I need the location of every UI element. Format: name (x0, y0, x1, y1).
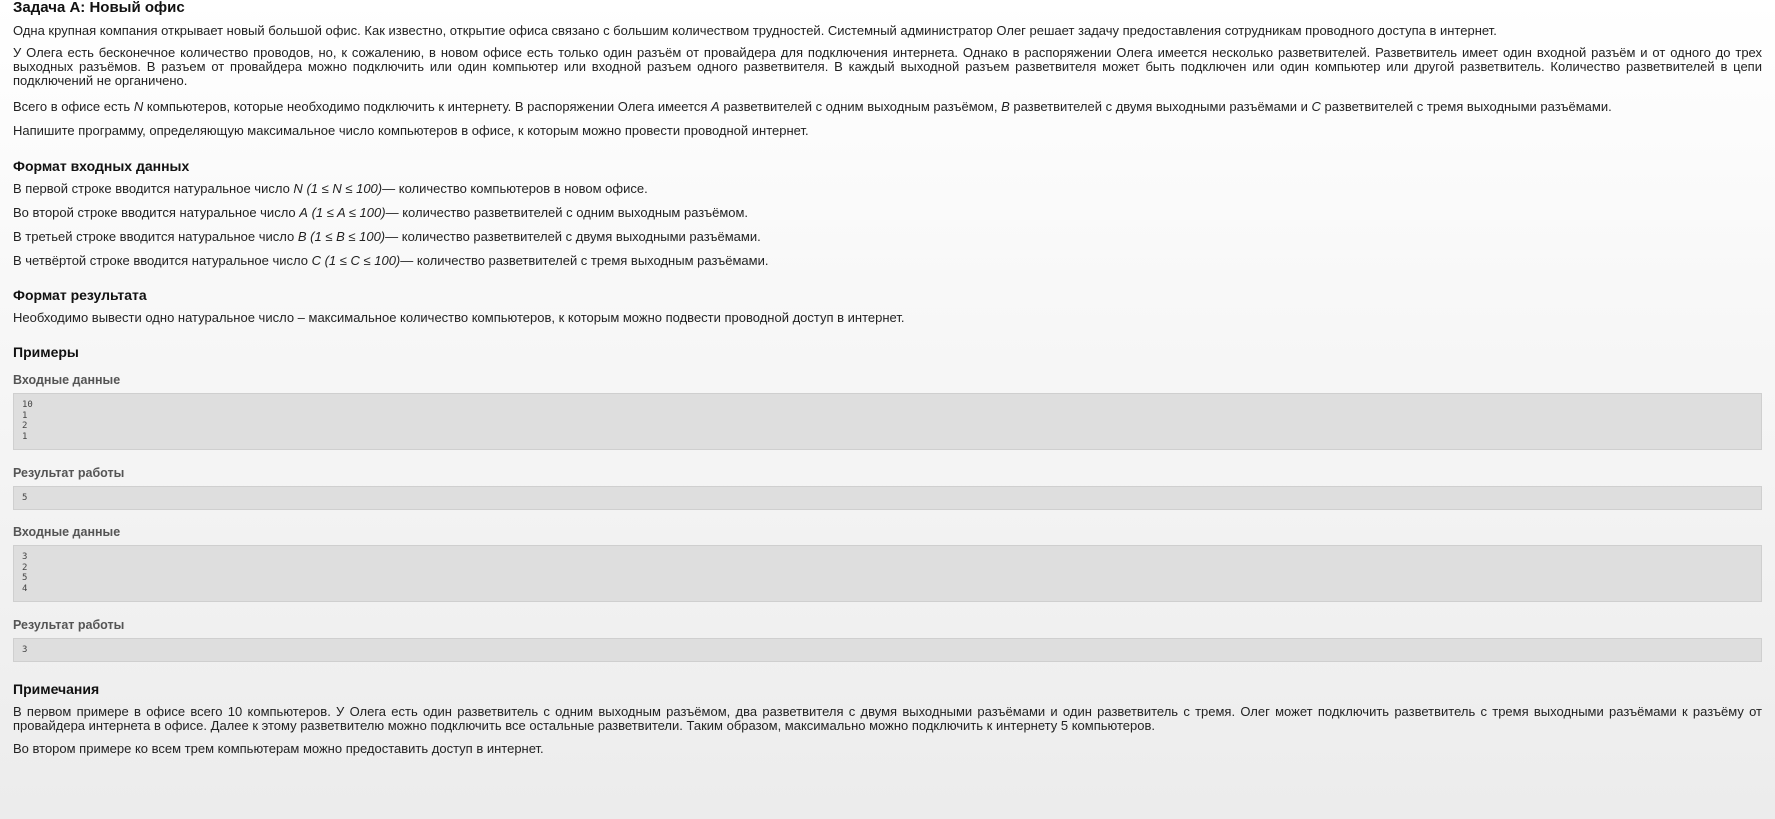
constraint: (1 ≤ B ≤ 100) (310, 229, 386, 244)
input-format-heading: Формат входных данных (13, 158, 190, 174)
output-format-heading: Формат результата (13, 287, 147, 303)
text: разветвителей с одним выходным разъёмом, (719, 99, 1002, 114)
var-c: C (1311, 99, 1321, 114)
text: разветвителей с двумя выходными разъёмами и (1009, 99, 1312, 114)
statement-paragraph-3 (13, 100, 1762, 114)
var: B (297, 229, 307, 244)
example-1-output: 5 (13, 486, 1762, 510)
notes-paragraph-1: В первом примере в офисе всего 10 компьютеров. У Олега есть один разветвитель с одним выходным разъёмом, два разветвителя с двумя выходными разъёмами и один разветвитель с тремя. Олег может подключить разветвитель с тремя выходными разъёмами к разъёму от провайдера интернета в офисе. Далее к этому разветвителю можно подключить все остальные разветвители. Таким образом, максимально можно подключить к интернету 5 компьютеров. (13, 704, 1762, 733)
text: — количество разветвителей с одним выходным разъёмом. (385, 205, 749, 220)
text: — количество разветвителей с двумя выходными разъёмами. (385, 229, 761, 244)
text: — количество компьютеров в новом офисе. (382, 181, 648, 196)
statement-paragraph-4: Напишите программу, определяющую максимальное число компьютеров в офисе, к которым можно провести проводной интернет. (13, 123, 809, 138)
var-b: B (1001, 99, 1010, 114)
constraint: (1 ≤ C ≤ 100) (324, 253, 401, 268)
example-2-input: 3 2 5 4 (13, 545, 1762, 602)
statement-paragraph-2: У Олега есть бесконечное количество проводов, но, к сожалению, в новом офисе есть только один разъём от провайдера для подключения интернета. Однако в распоряжении Олега имеется несколько разветвителей. Разветвитель имеет один входной разъём и от одного до трех выходных разъёмов. В разъем от провайдера можно подключить или один компьютер или входной разъем одного разветвителя. В каждый выходной разъем разветвителя может быть подключен или один компьютер или другой разветвитель. Количество разветвителей в цепи подключений не органичено. (13, 45, 1762, 88)
page-title: Задача A: Новый офис (13, 0, 185, 16)
example-1-input: 10 1 2 1 (13, 393, 1762, 450)
var: C (311, 253, 321, 268)
constraint: (1 ≤ A ≤ 100) (311, 205, 386, 220)
text: В четвёртой строке вводится натуральное число (13, 253, 312, 268)
output-format-text: Необходимо вывести одно натуральное число – максимальное количество компьютеров, к которым можно подвести проводной доступ в интернет. (13, 310, 905, 325)
text: компьютеров, которые необходимо подключить к интернету. В распоряжении Олега имеется (143, 99, 712, 114)
var-n: N (133, 99, 144, 114)
var: N (293, 181, 303, 196)
input-format-line-2 (13, 206, 1762, 220)
text: Во второй строке вводится натуральное число (13, 205, 300, 220)
input-format-line-1 (13, 182, 1762, 196)
example-1-input-label: Входные данные (13, 373, 121, 387)
example-2-output-label: Результат работы (13, 618, 125, 632)
example-2-output: 3 (13, 638, 1762, 662)
text: В первой строке вводится натуральное число (13, 181, 294, 196)
text: — количество разветвителей с тремя выходным разъёмами. (400, 253, 769, 268)
text: Всего в офисе есть (13, 99, 134, 114)
var-a: A (711, 99, 720, 114)
text: В третьей строке вводится натуральное число (13, 229, 298, 244)
examples-heading: Примеры (13, 344, 79, 360)
input-format-line-4 (13, 254, 1762, 268)
notes-paragraph-2: Во втором примере ко всем трем компьютерам можно предоставить доступ в интернет. (13, 741, 544, 756)
text: разветвителей с тремя выходными разъёмами. (1320, 99, 1612, 114)
statement-paragraph-1: Одна крупная компания открывает новый большой офис. Как известно, открытие офиса связано с большим количеством трудностей. Системный администратор Олег решает задачу предоставления сотрудникам проводного доступа в интернет. (13, 23, 1497, 38)
var: A (299, 205, 308, 220)
input-format-line-3 (13, 230, 1762, 244)
notes-heading: Примечания (13, 681, 100, 697)
constraint: (1 ≤ N ≤ 100) (306, 181, 383, 196)
example-2-input-label: Входные данные (13, 525, 121, 539)
example-1-output-label: Результат работы (13, 466, 125, 480)
